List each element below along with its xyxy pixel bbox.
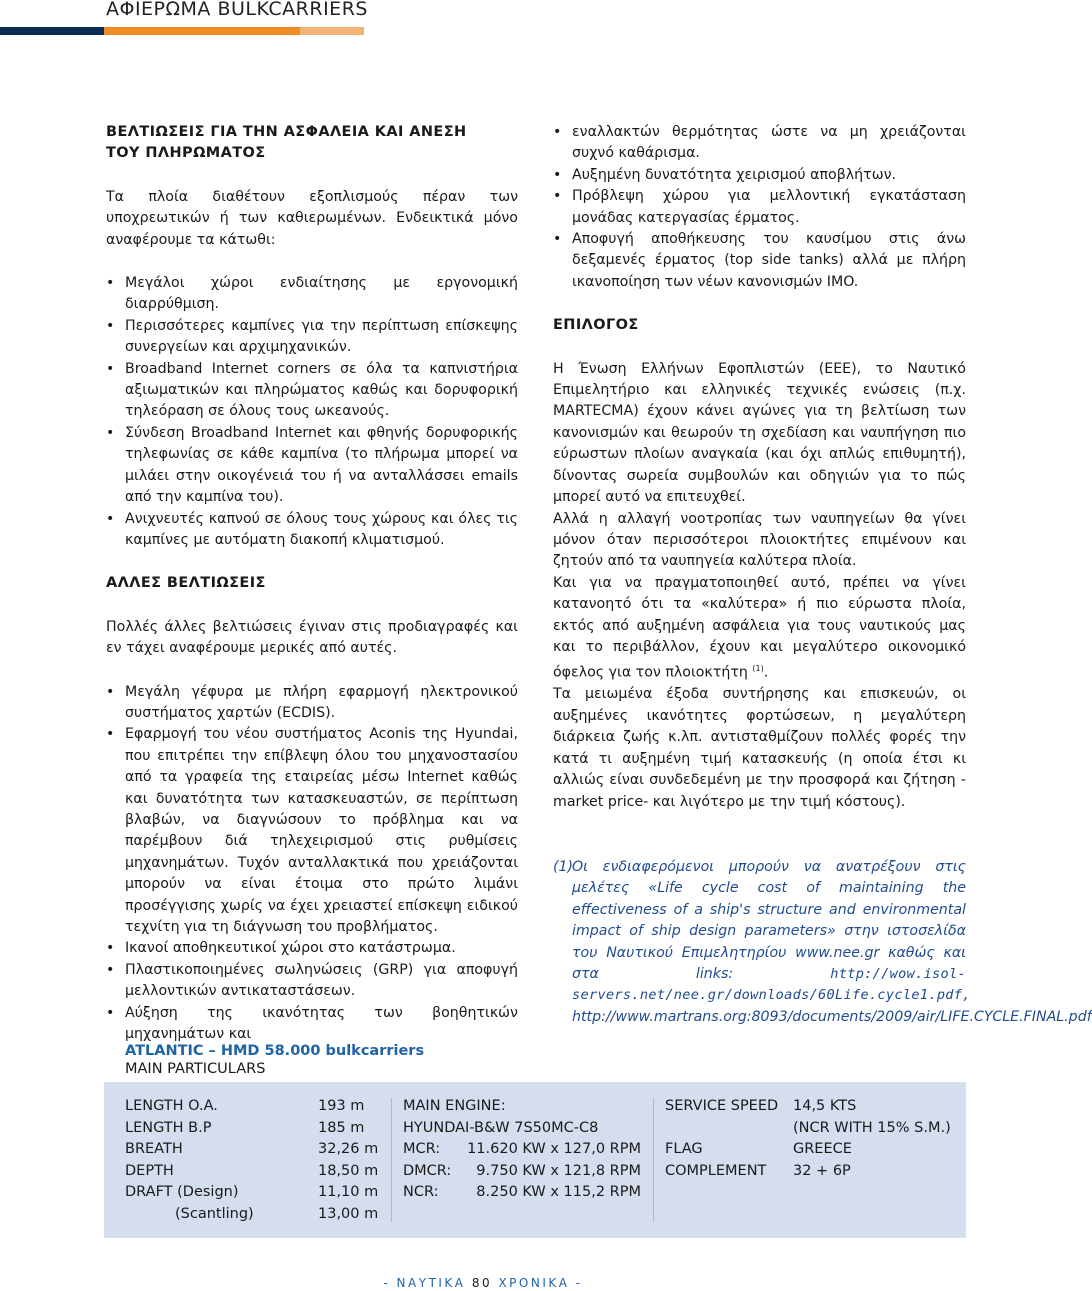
flag-value: GREECE [793,1141,852,1157]
footnote: (1) Οι ενδιαφερόμενοι μπορούν να ανατρέξουν στις μελέτες «Life cycle cost of maintaining the effectiveness of a ship's structure and environmental impact of ship design parameters» στην ιστοσελίδα του Ναυτικού Επιμελητηρίου www.nee.gr καθώς και στα links: http://wow.isol-servers.net/nee.gr/downloads/60Life.cycle1.pdf, http://www.martrans.org:8093/documents/2009/air/LIFE.CYCLE.FINAL.pdf [553,858,1092,1025]
footnote-link-2[interactable]: http://www.martrans.org:8093/documents/2009/air/LIFE.CYCLE.FINAL.pdf [572,1008,1092,1025]
list-item: • Αυξημένη δυνατότητα χειρισμού αποβλήτων. [553,165,966,186]
header-bar-light [300,27,364,35]
improvements-list [106,682,518,1046]
specs-title: ATLANTIC – HMD 58.000 bulkcarriers [125,1043,425,1059]
spec-label: LENGTH O.A. [125,1098,218,1114]
footnote-number: (1) [553,858,574,875]
engine-model: HYUNDAI-B&W 7S50MC-C8 [403,1119,599,1136]
list-item: • Μεγάλη γέφυρα με πλήρη εφαρμογή ηλεκτρονικού συστήματος χαρτών (ECDIS). [106,682,518,725]
footer-left: - ΝΑΥΤΙΚΑ [383,1276,466,1290]
specs-divider [391,1098,392,1222]
complement-label: COMPLEMENT [665,1162,767,1179]
intro-safety: Τα πλοία διαθέτουν εξοπλισμούς πέραν των υποχρεωτικών ή των καθιερωμένων. Ενδεικτικά μόνο αναφέρουμε τα κάτωθι: [106,188,518,248]
spec-value: 185 m [318,1119,365,1136]
service-speed-value: 14,5 KTS [793,1098,857,1114]
complement-value: 32 + 6P [793,1162,851,1179]
specs-service-values [793,1096,951,1182]
specs-divider [653,1098,654,1222]
heading-safety-line2: ΤΟΥ ΠΛΗΡΩΜΑΤΟΣ [106,145,266,162]
specs-subtitle: MAIN PARTICULARS [125,1061,266,1077]
heading-safety-line1: ΒΕΛΤΙΩΣΕΙΣ ΓΙΑ ΤΗΝ ΑΣΦΑΛΕΙΑ ΚΑΙ ΑΝΕΣΗ [106,124,467,140]
spec-value: 11,10 m [318,1184,379,1200]
intro-other-improvements: Πολλές άλλες βελτιώσεις έγιναν στις προδιαγραφές και εν τάχει αναφέρουμε μερικές από αυτές. [106,618,518,657]
page-footer [0,1276,966,1290]
spec-value: 193 m [318,1098,365,1114]
specs-dimension-values [318,1096,378,1225]
header-bar-orange [104,27,300,35]
list-item: • Αύξηση της ικανότητας των βοηθητικών μηχανημάτων και [106,1003,518,1046]
spec-label: (Scantling) [175,1205,254,1222]
engine-rating-label: NCR: [403,1184,439,1200]
spec-label: LENGTH B.P [125,1119,212,1136]
spec-value: 18,50 m [318,1162,379,1179]
service-speed-note: (NCR WITH 15% S.M.) [793,1119,951,1136]
list-item: • Ανιχνευτές καπνού σε όλους τους χώρους και όλες τις καμπίνες με αυτόματη διακοπή κλιματισμού. [106,509,518,552]
list-item: • Περισσότερες καμπίνες για την περίπτωση επίσκεψης συνεργείων και αρχιμηχανικών. [106,316,518,359]
engine-rating-value: 11.620 KW x 127,0 RPM [467,1141,641,1157]
epilogue-paragraph-1: Η Ένωση Ελλήνων Εφοπλιστών (ΕΕΕ), το Ναυτικό Επιμελητήριο και ελληνικές τεχνικές ενώσεις (π.χ. MARTECMA) έχουν κάνει αγώνες για τη βελτίωση των κανονισμών και θεωρούν τη σχεδίαση και ναυπήγηση πιο εύρωστων πλοίων αναγκαία (και όχι απλώς επιθυμητή), δίνοντας σωρεία συμβουλών και οδηγιών για το πώς μπορεί αυτό να επιτευχθεί. [553,360,966,506]
specs-title-block [125,1042,424,1078]
left-column [106,122,518,1045]
engine-label: MAIN ENGINE: [403,1098,506,1114]
section-label: ΑΦΙΕΡΩΜΑ BULKCARRIERS [106,0,368,20]
list-item-continuation: • εναλλακτών θερμότητας ώστε να μη χρειάζονται συχνό καθάρισμα. [553,122,966,165]
flag-label: FLAG [665,1141,703,1157]
spec-label: DEPTH [125,1162,174,1179]
list-item: • Ικανοί αποθηκευτικοί χώροι στο κατάστρωμα. [106,938,518,959]
continuation-list [553,122,966,293]
epilogue-paragraph-2: Αλλά η αλλαγή νοοτροπίας των ναυπηγείων θα γίνει μόνον όταν περισσότεροι πλοιοκτήτες επιμένουν και ζητούν από τα ναυπηγεία καλύτερα πλοία. [553,510,966,570]
list-item: • Σύνδεση Broadband Internet και φθηνής δορυφορικής τηλεφωνίας σε κάθε καμπίνα (το πλήρωμα μπορεί να μιλάει στην οικογένειά του ή να ανταλλάσσει emails από την καμπίνα του). [106,423,518,509]
safety-list [106,273,518,551]
specs-engine-values [440,1139,641,1204]
list-item: • Αποφυγή αποθήκευσης του καυσίμου στις άνω δεξαμενές έρματος (top side tanks) αλλά με πλήρη ικανοποίηση των νέων κανονισμών IMO. [553,229,966,293]
spec-value: 13,00 m [318,1205,379,1222]
footnote-site[interactable]: www.nee.gr [795,944,880,961]
epilogue-paragraph-3: Και για να πραγματοποιηθεί αυτό, πρέπει να γίνει κατανοητό ότι τα «καλύτερα» ή πιο εύρωστα πλοία, εκτός από αυξημένη ασφάλεια για τους ναυτικούς μας και το περιβάλλον, έχουν και μεγαλύτερο οικονομικό όφελος για τον πλοιοκτήτη $^{(1)}$. [553,574,966,682]
engine-rating-label: DMCR: [403,1162,452,1179]
heading-other-improvements: ΑΛΛΕΣ ΒΕΛΤΙΩΣΕΙΣ [106,575,266,592]
engine-rating-label: MCR: [403,1141,441,1157]
specs-service-labels [665,1096,778,1182]
list-item: • Πλαστικοποιημένες σωληνώσεις (GRP) για αποφυγή μελλοντικών αντικαταστάσεων. [106,960,518,1003]
specs-dimension-labels [125,1096,254,1225]
list-item: • Πρόβλεψη χώρου για μελλοντική εγκατάσταση μονάδας κατεργασίας έρματος. [553,186,966,229]
page-number: 80 [471,1276,493,1290]
footnote-link-1[interactable]: http://wow.isol-servers.net/nee.gr/downloads/60Life.cycle1.pdf, [572,965,971,1004]
header-bar-dark [0,27,104,35]
service-speed-label: SERVICE SPEED [665,1098,779,1114]
heading-epilogue: ΕΠΙΛΟΓΟΣ [553,317,639,334]
footnote-ref[interactable]: (1) [752,664,764,674]
list-item: • Εφαρμογή του νέου συστήματος Aconis της Hyundai, που επιτρέπει την επίβλεψη όλου του μηχανοστασίου από τα γραφεία της εταιρείας μέσω Internet καθώς και δυνατότητα των κατασκευαστών, σε περίπτωση βλαβών, να διαγνώσουν το πρόβλημα και να παρέμβουν διά τηλεχειρισμού στις ρυθμίσεις μηχανημάτων. Τυχόν ανταλλακτικά που χρειάζονται μπορούν να είναι έτοιμα στο πρώτο λιμάνι προσέγγισης χωρίς να έχει χρειαστεί επίσκεψη ειδικού τεχνίτη για τη διάγνωση του προβλήματος. [106,724,518,938]
engine-rating-value: 9.750 KW x 121,8 RPM [476,1162,641,1179]
spec-label: DRAFT (Design) [125,1184,239,1200]
spec-label: BREATH [125,1141,183,1157]
footnote-study-title: «Life cycle cost of maintaining the effectiveness of a ship's structure and environmental impact of ship design parameters» [572,880,966,940]
epilogue-paragraph-4: Τα μειωμένα έξοδα συντήρησης και επισκευών, οι αυξημένες ικανότητες φορτώσεων, η μεγαλύτερη διάρκεια ζωής κ.λπ. αντισταθμίζουν πολλές φορές την κατά τι αυξημένη τιμή κατασκευής (η οποία έτσι κι αλλιώς είναι συνδεδεμένη με την προσφορά και ζήτηση -market price- και λιγότερο με την τιμή κόστους). [553,686,966,810]
right-column [553,122,1092,1028]
footer-right: ΧΡΟΝΙΚΑ - [498,1276,583,1290]
list-item: • Μεγάλοι χώροι ενδιαίτησης με εργονομική διαρρύθμιση. [106,273,518,316]
list-item: • Broadband Internet corners σε όλα τα καπνιστήρια αξιωματικών και πληρώματος καθώς και δορυφορική τηλεόραση σε όλους τους ωκεανούς. [106,359,518,423]
engine-rating-value: 8.250 KW x 115,2 RPM [476,1184,641,1200]
spec-value: 32,26 m [318,1141,379,1157]
